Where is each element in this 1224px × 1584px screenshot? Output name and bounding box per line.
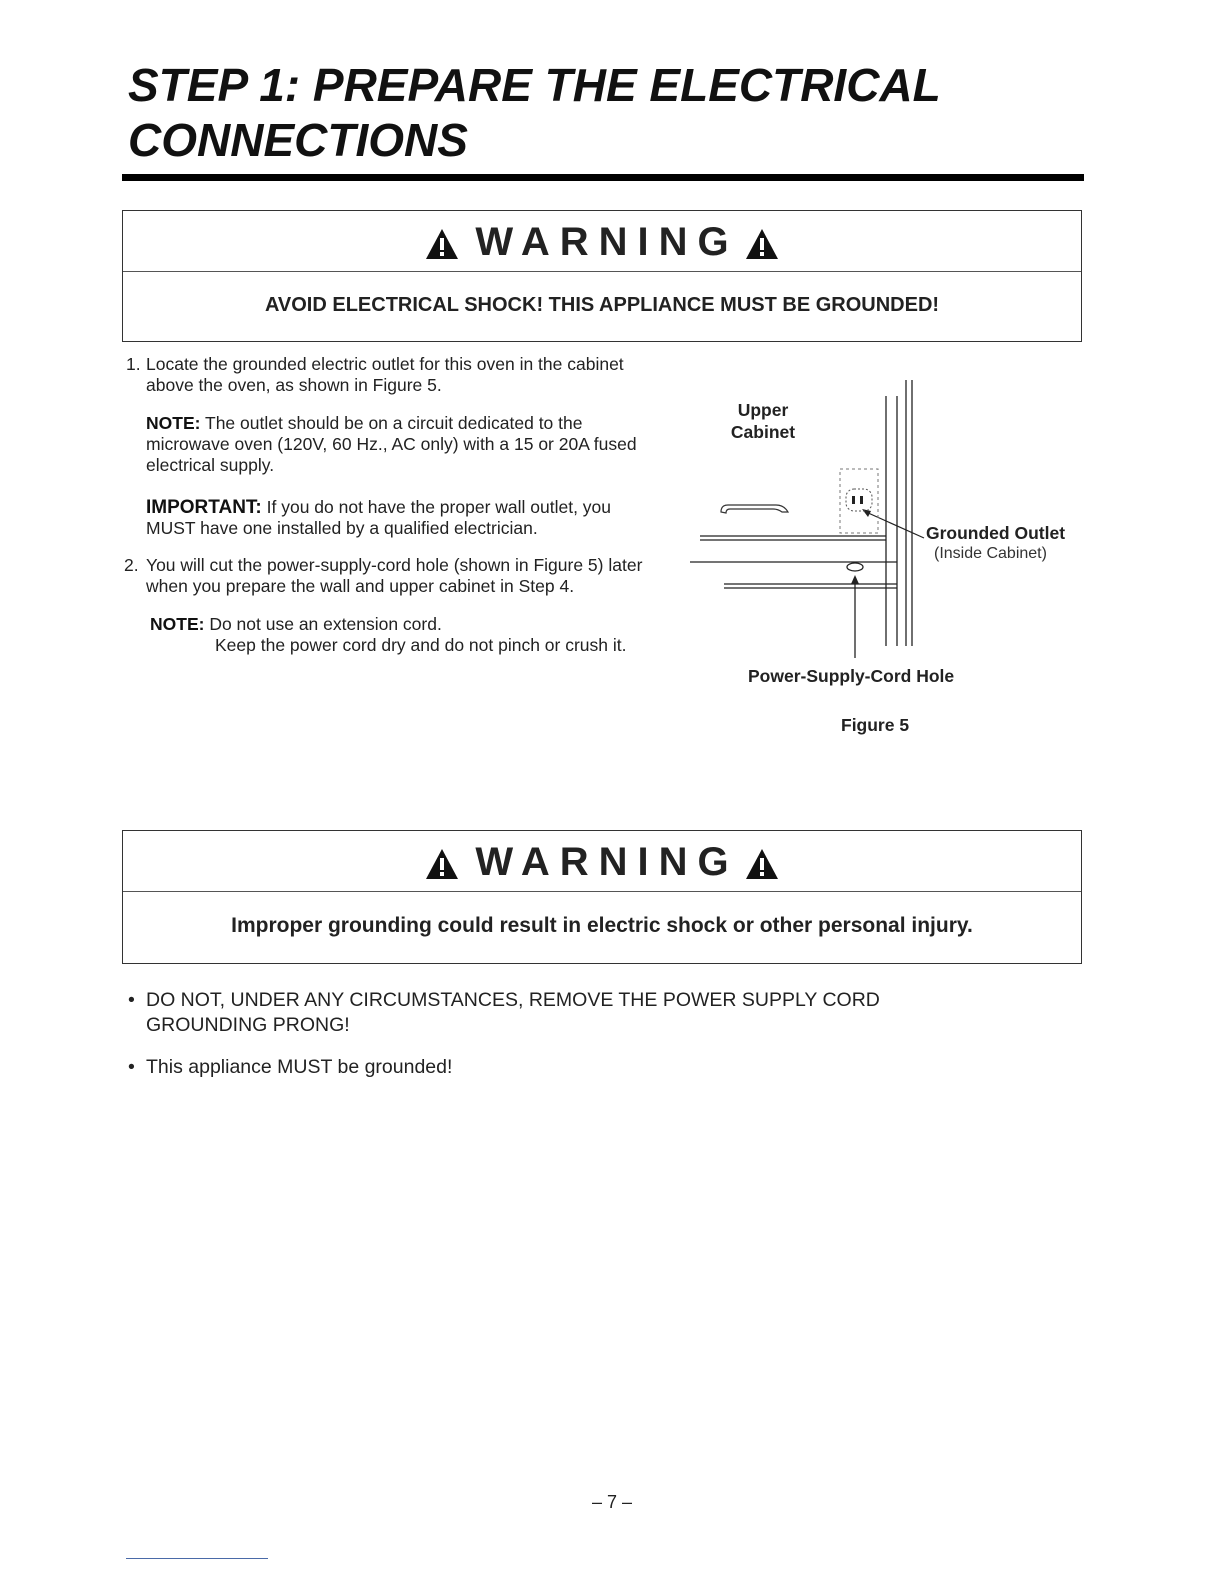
important-text: If you do not have the proper wall outlet, you MUST have one installed by a qualified electrician.	[146, 497, 612, 538]
bullet-dot: •	[128, 1056, 135, 1078]
bullet-text: This appliance MUST be grounded!	[146, 1056, 453, 1078]
note-line: Do not use an extension cord.	[209, 614, 442, 634]
warning-heading	[123, 211, 1081, 272]
warning-triangle-icon	[745, 216, 779, 278]
warning-box-grounding	[122, 210, 1082, 342]
warning-box-injury	[122, 830, 1082, 964]
outlet-icon	[838, 467, 880, 535]
warning-triangle-icon	[745, 836, 779, 898]
cord-hole-label: Power-Supply-Cord Hole	[748, 666, 955, 686]
warning-message: Improper grounding could result in electric shock or other personal injury.	[231, 914, 973, 937]
footer-line	[126, 1558, 268, 1559]
bullet-item	[128, 988, 988, 1038]
bullet-text: DO NOT, UNDER ANY CIRCUMSTANCES, REMOVE THE POWER SUPPLY CORD GROUNDING PRONG!	[146, 989, 880, 1036]
warning-triangle-icon	[425, 216, 459, 278]
warning-heading	[123, 831, 1081, 892]
step-text: Locate the grounded electric outlet for this oven in the cabinet above the oven, as shown in Figure 5.	[146, 354, 624, 395]
step-note-label	[150, 614, 442, 635]
bullet-item	[128, 1055, 988, 1080]
page-title: STEP 1: PREPARE THE ELECTRICAL CONNECTIONS	[128, 59, 940, 166]
figure-caption: Figure 5	[841, 715, 910, 735]
bullet-dot: •	[128, 989, 135, 1011]
upper-cabinet-label: Upper Cabinet	[730, 400, 796, 442]
step-important	[146, 497, 646, 539]
note-label: NOTE:	[146, 413, 201, 433]
title-divider	[122, 174, 1084, 181]
warning-triangle-icon	[425, 836, 459, 898]
note-label: NOTE:	[150, 614, 205, 634]
inside-cabinet-label: (Inside Cabinet)	[934, 545, 1047, 562]
page-number: – 7 –	[591, 1492, 633, 1512]
note-line: Keep the power cord dry and do not pinch or crush it.	[215, 635, 627, 655]
step-note	[146, 413, 646, 476]
important-label: IMPORTANT:	[146, 497, 262, 518]
grounded-outlet-label: Grounded Outlet	[926, 523, 1066, 543]
step-number: 2.	[124, 555, 139, 575]
step-text: You will cut the power-supply-cord hole (shown in Figure 5) later when you prepare the wall and upper cabinet in Step 4.	[146, 555, 643, 596]
note-text: The outlet should be on a circuit dedicated to the microwave oven (120V, 60 Hz., AC only) with a 15 or 20A fused electrical supply.	[146, 413, 637, 475]
warning-word: WARNING	[475, 840, 739, 884]
warning-word: WARNING	[475, 220, 739, 264]
figure-5-diagram	[680, 370, 940, 670]
step-number: 1.	[126, 354, 141, 374]
warning-message: AVOID ELECTRICAL SHOCK! THIS APPLIANCE MUST BE GROUNDED!	[264, 294, 940, 316]
microwave-handle-icon	[718, 498, 794, 520]
